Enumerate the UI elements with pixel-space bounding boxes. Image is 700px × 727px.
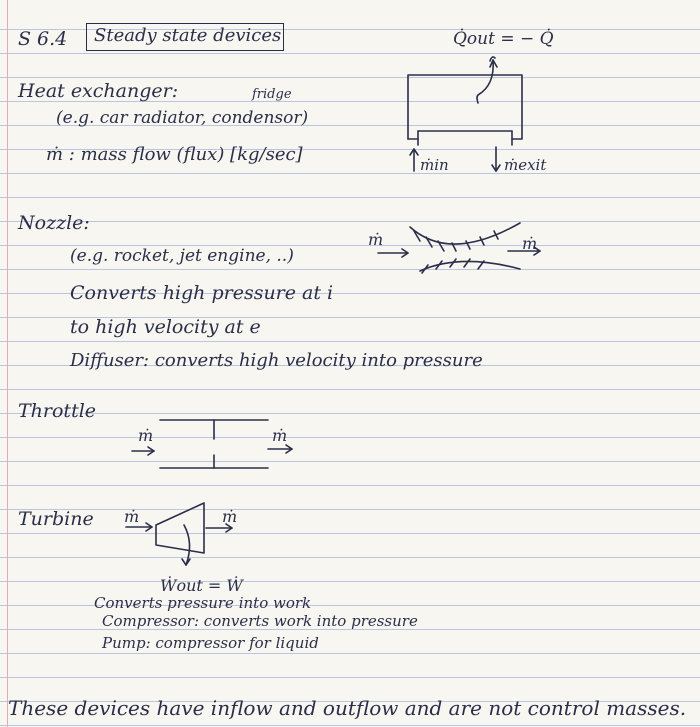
diffuser-line: Diffuser: converts high velocity into pressure [70, 350, 483, 371]
page-title: Steady state devices [94, 25, 282, 46]
nozzle-m-left: ṁ [368, 230, 384, 249]
turbine-m-left: ṁ [124, 507, 140, 526]
heat-exchanger-heading: Heat exchanger: [18, 80, 179, 102]
m-exit-label: ṁexit [504, 156, 547, 174]
page-reference: S 6.4 [18, 28, 68, 50]
turbine-m-right: ṁ [222, 507, 238, 526]
throttle-m-left: ṁ [138, 426, 154, 445]
fridge-insert: fridge [252, 87, 292, 102]
nozzle-m-right: ṁ [522, 234, 538, 253]
nozzle-line-1: Converts high pressure at i [70, 282, 334, 304]
nozzle-example: (e.g. rocket, jet engine, ..) [70, 246, 294, 266]
heat-exchanger-example: (e.g. car radiator, condensor) [56, 108, 309, 128]
nozzle-heading: Nozzle: [18, 212, 90, 234]
nozzle-line-2: to high velocity at e [70, 316, 261, 338]
mass-flow-definition: ṁ : mass flow (flux) [kg/sec] [46, 144, 303, 165]
turbine-diagram [120, 495, 260, 585]
m-in-label: ṁin [420, 156, 449, 174]
throttle-m-right: ṁ [272, 426, 288, 445]
throttle-diagram [128, 415, 308, 475]
q-out-label: Q̇out = − Q̇ [453, 29, 554, 49]
pump-line: Pump: compressor for liquid [102, 634, 319, 652]
w-out-label: Ẇout = Ẇ [160, 576, 243, 595]
nozzle-diagram [370, 215, 550, 285]
turbine-line-1: Converts pressure into work [94, 594, 312, 612]
footer-statement: These devices have inflow and outflow and are not control masses. [8, 696, 687, 720]
throttle-heading: Throttle [18, 400, 97, 422]
turbine-heading: Turbine [18, 508, 94, 530]
margin-line [7, 0, 8, 727]
compressor-line: Compressor: converts work into pressure [102, 612, 418, 630]
